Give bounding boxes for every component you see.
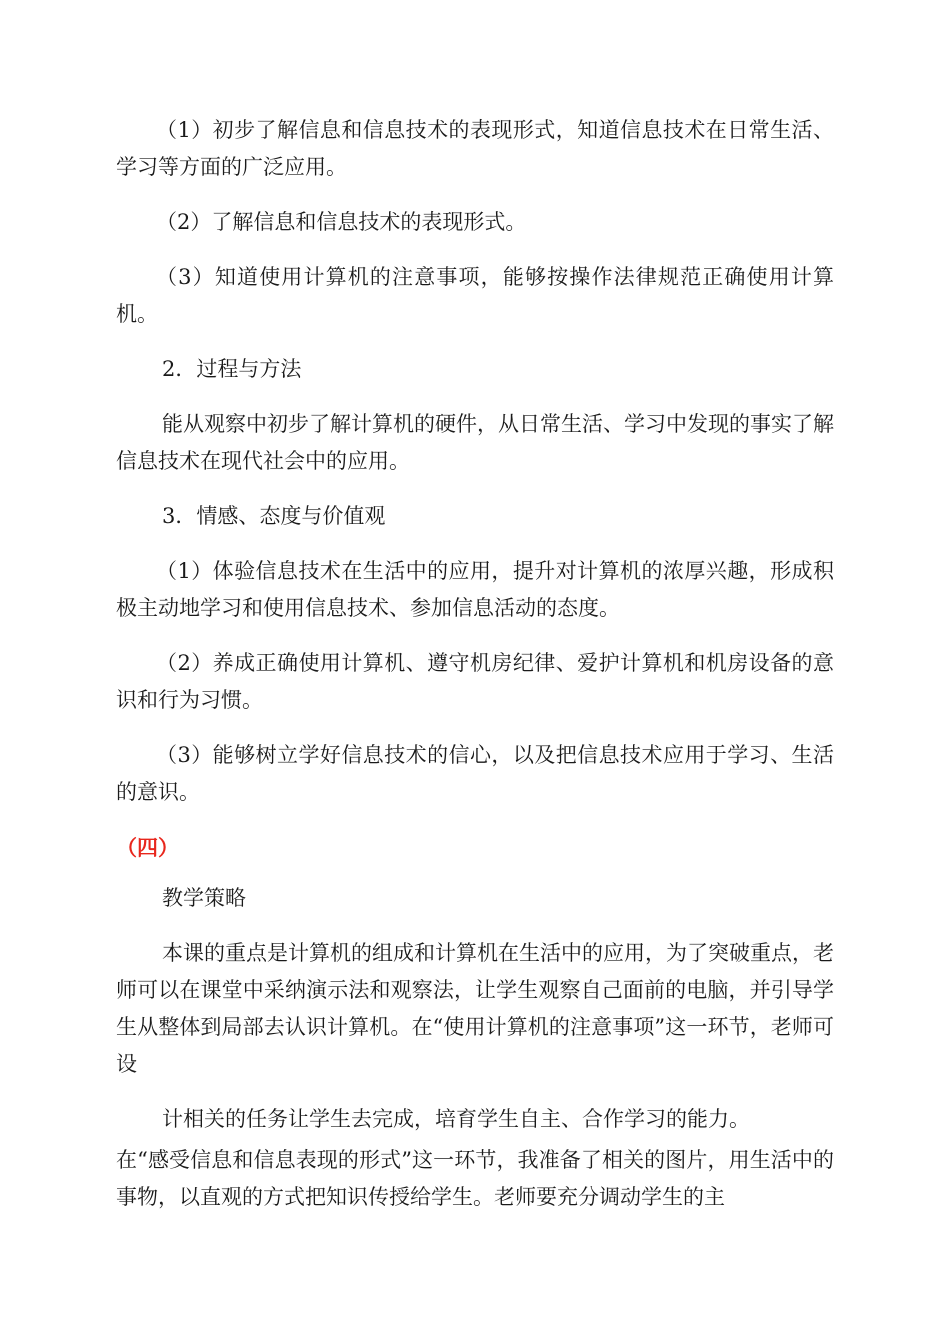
paragraph-strategy-1: 本课的重点是计算机的组成和计算机在生活中的应用，为了突破重点，老师可以在课堂中采纳演示法和观察法，让学生观察自己面前的电脑，并引导学生从整体到局部去认识计算机。在“使用计算机的注意事项”这一环节，老师可设 — [116, 941, 834, 1076]
paragraph-emotion-3: （3）能够树立学好信息技术的信心，以及把信息技术应用于学习、生活的意识。 — [116, 743, 834, 804]
heading-teaching-strategy: 教学策略 — [162, 886, 246, 910]
paragraph-objective-2: （2）了解信息和信息技术的表现形式。 — [156, 210, 527, 234]
paragraph-strategy-2: 计相关的任务让学生去完成，培育学生自主、合作学习的能力。 — [162, 1107, 750, 1131]
heading-process-method: 2．过程与方法 — [162, 357, 302, 381]
paragraph-objective-1: （1）初步了解信息和信息技术的表现形式，知道信息技术在日常生活、学习等方面的广泛应用。 — [116, 118, 834, 179]
paragraph-process-method: 能从观察中初步了解计算机的硬件，从日常生活、学习中发现的事实了解信息技术在现代社会中的应用。 — [116, 412, 834, 473]
paragraph-emotion-2: （2）养成正确使用计算机、遵守机房纪律、爱护计算机和机房设备的意识和行为习惯。 — [116, 651, 834, 712]
document-page — [116, 112, 834, 1234]
heading-emotion-attitude: 3．情感、态度与价值观 — [162, 504, 386, 528]
section-heading-four: （四） — [116, 835, 179, 860]
paragraph-strategy-3: 在“感受信息和信息表现的形式”这一环节，我准备了相关的图片，用生活中的事物，以直观的方式把知识传授给学生。老师要充分调动学生的主 — [116, 1148, 834, 1209]
paragraph-objective-3: （3）知道使用计算机的注意事项，能够按操作法律规范正确使用计算机。 — [116, 265, 834, 326]
paragraph-emotion-1: （1）体验信息技术在生活中的应用，提升对计算机的浓厚兴趣，形成积极主动地学习和使用信息技术、参加信息活动的态度。 — [116, 559, 834, 620]
